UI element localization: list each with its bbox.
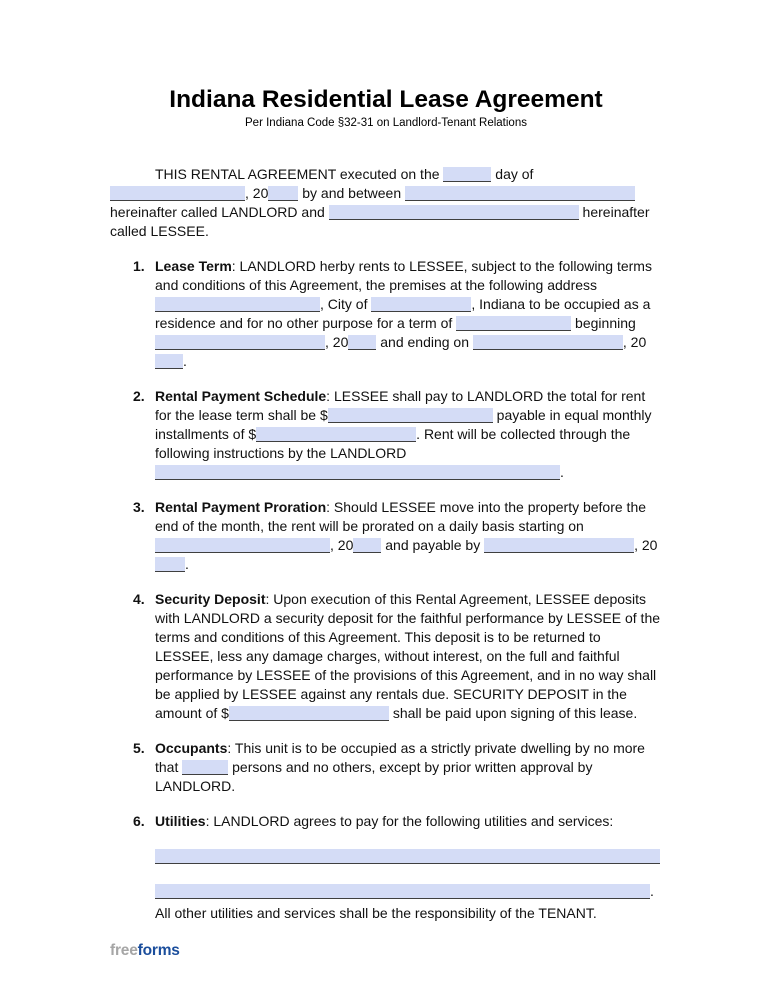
blank-field[interactable] [155,557,185,572]
section-number: 5. [133,740,145,756]
document-subtitle: Per Indiana Code §32-31 on Landlord-Tenant Relations [245,117,527,129]
blank-field[interactable] [405,186,635,201]
text-run: shall be paid upon signing of this lease. [388,705,638,721]
text-run: , City of [320,296,372,312]
text-run: : Upon execution of this Rental Agreement, LESSEE deposits with LANDLORD a security deposit for the faithful performance by LESSEE of the terms and conditions of this Agreement. This deposit is to be returned to LESSEE, less any damage charges, without interest, on the full and faithful performance by LESSEE of the provisions of this Agreement, and in no way shall be applied by LESSEE against any rentals due. SECURITY DEPOSIT in the amount of $ [155,591,661,721]
section-body [155,498,662,574]
section-label: Utilities [155,813,206,829]
section-text-line: All other utilities and services shall be the responsibility of the TENANT. [155,905,597,921]
text-run: . [183,353,187,369]
blank-field[interactable] [268,186,298,201]
document-title: Indiana Residential Lease Agreement [169,86,603,113]
section-3 [110,498,662,574]
blank-field[interactable] [348,335,376,350]
blank-field[interactable] [155,538,330,553]
section-number: 2. [133,388,145,404]
text-run: : LANDLORD agrees to pay for the following utilities and services: [205,813,614,829]
text-run: payable in equal monthly installments of $ [155,407,652,442]
text-run: and payable by [381,537,485,553]
blank-field[interactable] [256,427,416,442]
text-run: . [650,883,654,899]
blank-field[interactable] [329,205,579,220]
section-body [155,257,662,371]
text-run: , 20 [622,334,647,350]
text-run: and ending on [376,334,473,350]
blank-field[interactable] [473,335,623,350]
section-1 [110,257,662,371]
text-run: . Rent will be collected through the following instructions by the LANDLORD [155,426,631,461]
text-run: by and between [298,185,405,201]
blank-field[interactable] [155,465,560,480]
text-run: , 20 [325,334,349,350]
text-run: : LANDLORD herby rents to LESSEE, subject to the following terms and conditions of this Agreement, the premises at the following address [155,258,652,293]
text-run: hereinafter called LESSEE. [110,204,650,239]
section-number: 1. [133,258,145,274]
section-number: 4. [133,591,145,607]
text-run: , Indiana to be occupied as a residence and for no other purpose for a term of [155,296,651,331]
logo-text-free: free [110,942,138,959]
blank-field[interactable] [155,849,660,864]
blank-field[interactable] [484,538,634,553]
blank-field[interactable] [155,354,183,369]
section-label: Lease Term [155,258,232,274]
section-2 [110,387,662,482]
section-label: Rental Payment Proration [155,499,327,515]
section-body [155,590,662,723]
text-run: hereinafter called LANDLORD and [110,204,329,220]
text-run: , 20 [330,537,354,553]
section-6 [110,812,662,923]
text-run: THIS RENTAL AGREEMENT executed on the [155,166,444,182]
text-run: . [185,556,189,572]
section-number: 3. [133,499,145,515]
opening-paragraph [110,165,662,241]
section-5 [110,739,662,796]
blank-field-line [155,847,662,866]
blank-field-line [155,882,662,901]
section-body [155,739,662,796]
blank-field[interactable] [110,186,245,201]
section-label: Occupants [155,740,228,756]
text-run: : This unit is to be occupied as a strictly private dwelling by no more that [155,740,645,775]
freeforms-logo [110,941,180,960]
section-label: Rental Payment Schedule [155,388,327,404]
blank-field[interactable] [443,167,491,182]
text-run: : LESSEE shall pay to LANDLORD the total for rent for the lease term shall be $ [155,388,646,423]
blank-field[interactable] [182,760,228,775]
blank-field[interactable] [456,316,571,331]
text-run: beginning [571,315,636,331]
blank-field[interactable] [155,297,320,312]
text-run: , 20 [634,537,658,553]
section-body [155,387,662,482]
blank-field[interactable] [328,408,493,423]
blank-field[interactable] [229,706,389,721]
text-run: day of [491,166,534,182]
section-4 [110,590,662,723]
section-label: Security Deposit [155,591,266,607]
blank-field[interactable] [155,884,650,899]
text-run: . [560,464,564,480]
blank-field[interactable] [371,297,471,312]
text-run: persons and no others, except by prior written approval by LANDLORD. [155,759,593,794]
logo-text-forms: forms [137,942,180,959]
section-number: 6. [133,813,145,829]
text-run: : Should LESSEE move into the property before the end of the month, the rent will be prorated on a daily basis starting on [155,499,647,534]
blank-field[interactable] [155,335,325,350]
blank-field[interactable] [353,538,381,553]
section-body [155,812,662,923]
text-run: , 20 [245,185,269,201]
sections-container [110,257,662,923]
